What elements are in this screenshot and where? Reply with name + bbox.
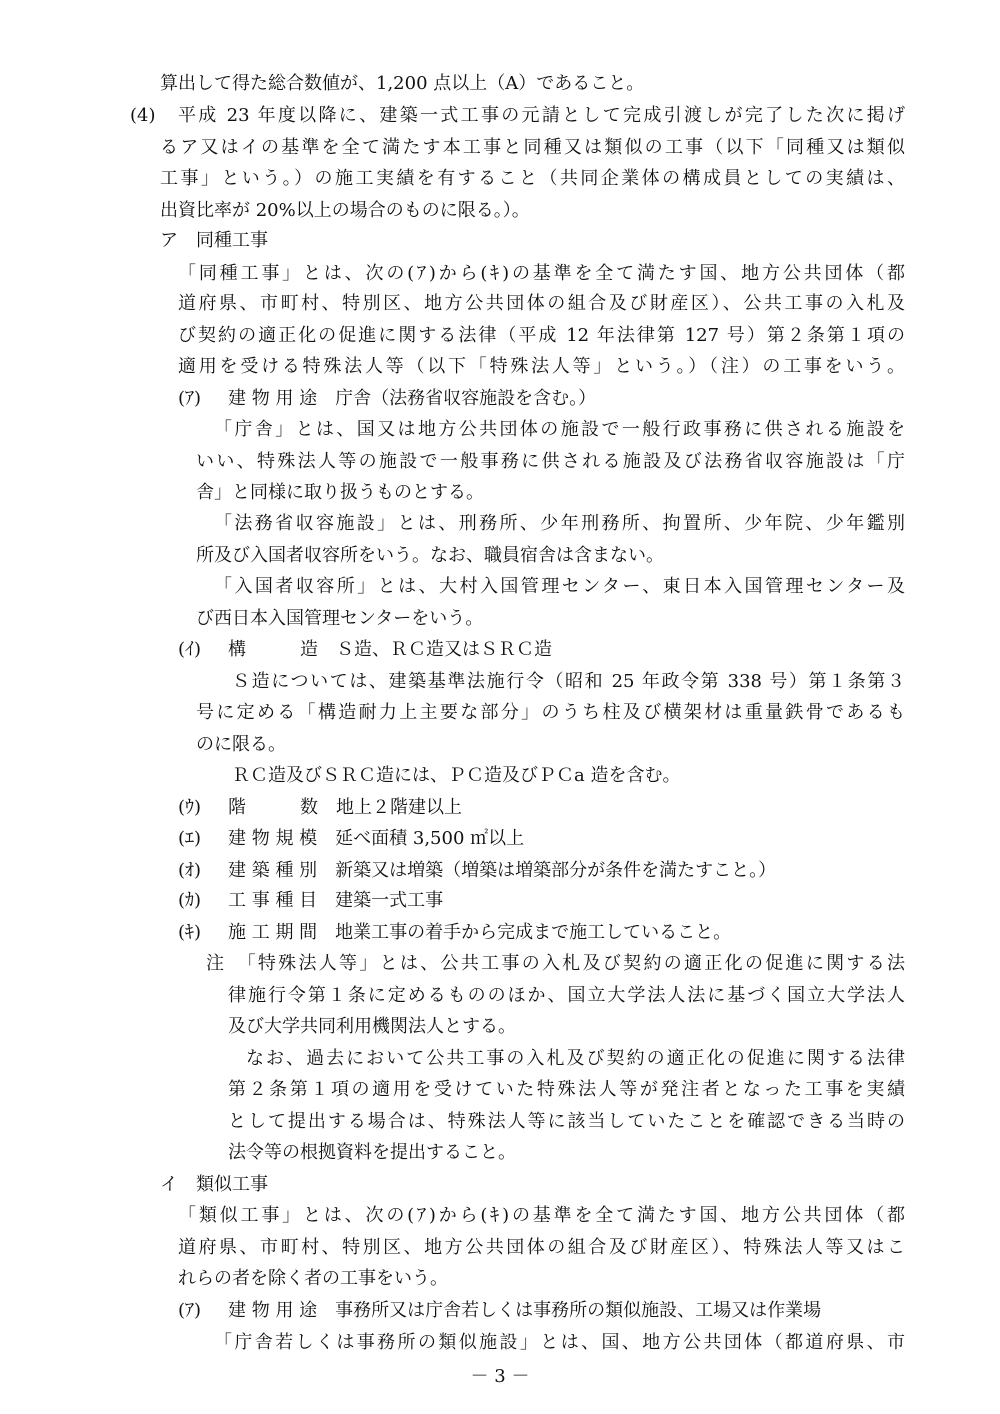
item-label: (ｳ) [178,797,202,818]
text-line: のに限る。 [196,734,286,755]
item-label: (ｲ) [178,639,202,660]
text-line: 「庁舎若しくは事務所の類似施設」とは、国、地方公共団体（都道府県、市 [214,1332,905,1353]
item-label: (ｱ) [178,388,202,409]
text-line: 律施行令第１条に定めるもののほか、国立大学法人法に基づく国立大学法人 [228,985,905,1006]
text-line: 舎」と同様に取り扱うものとする。 [196,482,484,503]
item-label: (ｴ) [178,828,202,849]
text-line: ＲＣ造及びＳＲＣ造には、ＰＣ造及びＰＣa 造を含む。 [232,765,681,786]
text-line: 道府県、市町村、特別区、地方公共団体の組合及び財産区）、公共工事の入札及 [178,293,905,314]
text-line: いい、特殊法人等の施設で一般事務に供される施設及び法務省収容施設は「庁 [196,451,905,472]
text-line: 「庁舎」とは、国又は地方公共団体の施設で一般行政事務に供される施設を [214,419,905,440]
item-label: (4) [130,105,156,126]
text-line: 及び大学共同利用機関法人とする。 [228,1016,516,1037]
text-line: れらの者を除く者の工事をいう。 [178,1268,448,1289]
text-line: 平成 23 年度以降に、建築一式工事の元請として完成引渡しが完了した次に掲げ [178,105,905,126]
text-line: 工 事 種 目 建築一式工事 [228,890,444,911]
text-line: び西日本入国管理センターをいう。 [196,608,484,629]
text-line: 算出して得た総合数値が、1,200 点以上（A）であること。 [160,73,645,94]
text-line: 建 物 規 模 延べ面積 3,500 ㎡以上 [228,828,525,849]
text-line: 所及び入国者収容所をいう。なお、職員宿舎は含まない。 [196,545,664,566]
text-line: るア又はイの基準を全て満たす本工事と同種又は類似の工事（以下「同種又は類似 [160,137,905,158]
text-line: 工事」という。）の施工実績を有すること（共同企業体の構成員としての実績は、 [160,168,905,189]
page-number: － 3 － [470,1366,530,1387]
text-line: 出資比率が 20%以上の場合のものに限る。）。 [160,200,530,221]
text-line: 同種工事 [196,230,268,251]
text-line: 「同種工事」とは、次の(ｱ)から(ｷ)の基準を全て満たす国、地方公共団体（都 [178,263,905,284]
text-line: として提出する場合は、特殊法人等に該当していたことを確認できる当時の [228,1111,905,1132]
item-label: ア [160,230,178,251]
text-line: 構 造 Ｓ造、ＲＣ造又はＳＲＣ造 [228,639,552,660]
text-line: 第２条第１項の適用を受けていた特殊法人等が発注者となった工事を実績 [228,1079,905,1100]
text-line: 法令等の根拠資料を提出すること。 [228,1142,516,1163]
text-line: 類似工事 [196,1174,268,1195]
text-line: 階 数 地上２階建以上 [228,797,462,818]
item-label: (ｵ) [178,860,202,881]
item-label: (ｱ) [178,1300,202,1321]
text-line: 「法務省収容施設」とは、刑務所、少年刑務所、拘置所、少年院、少年鑑別 [214,513,905,534]
text-line: なお、過去において公共工事の入札及び契約の適正化の促進に関する法律 [246,1048,905,1069]
text-line: 建 物 用 途 庁舎（法務省収容施設を含む。） [228,388,597,409]
text-line: 建 物 用 途 事務所又は庁舎若しくは事務所の類似施設、工場又は作業場 [228,1300,822,1321]
text-line: 道府県、市町村、特別区、地方公共団体の組合及び財産区）、特殊法人等又はこ [178,1237,905,1258]
text-line: 「類似工事」とは、次の(ｱ)から(ｷ)の基準を全て満たす国、地方公共団体（都 [178,1205,905,1226]
text-line: 号に定める「構造耐力上主要な部分」のうち柱及び横架材は重量鉄骨であるも [196,702,905,723]
item-label: イ [160,1174,178,1195]
text-line: び契約の適正化の促進に関する法律（平成 12 年法律第 127 号）第２条第１項の [178,325,905,346]
item-label: (ｶ) [178,890,202,911]
text-line: 適用を受ける特殊法人等（以下「特殊法人等」という。）（注）の工事をいう。 [178,356,905,377]
text-line: 注 「特殊法人等」とは、公共工事の入札及び契約の適正化の促進に関する法 [206,953,905,974]
text-line: 「入国者収容所」とは、大村入国管理センター、東日本入国管理センター及 [214,576,905,597]
item-label: (ｷ) [178,922,202,943]
text-line: 建 築 種 別 新築又は増築（増築は増築部分が条件を満たすこと。） [228,860,777,881]
text-line: 施 工 期 間 地業工事の着手から完成まで施工していること。 [228,922,732,943]
text-line: Ｓ造については、建築基準法施行令（昭和 25 年政令第 338 号）第１条第３ [232,671,905,692]
